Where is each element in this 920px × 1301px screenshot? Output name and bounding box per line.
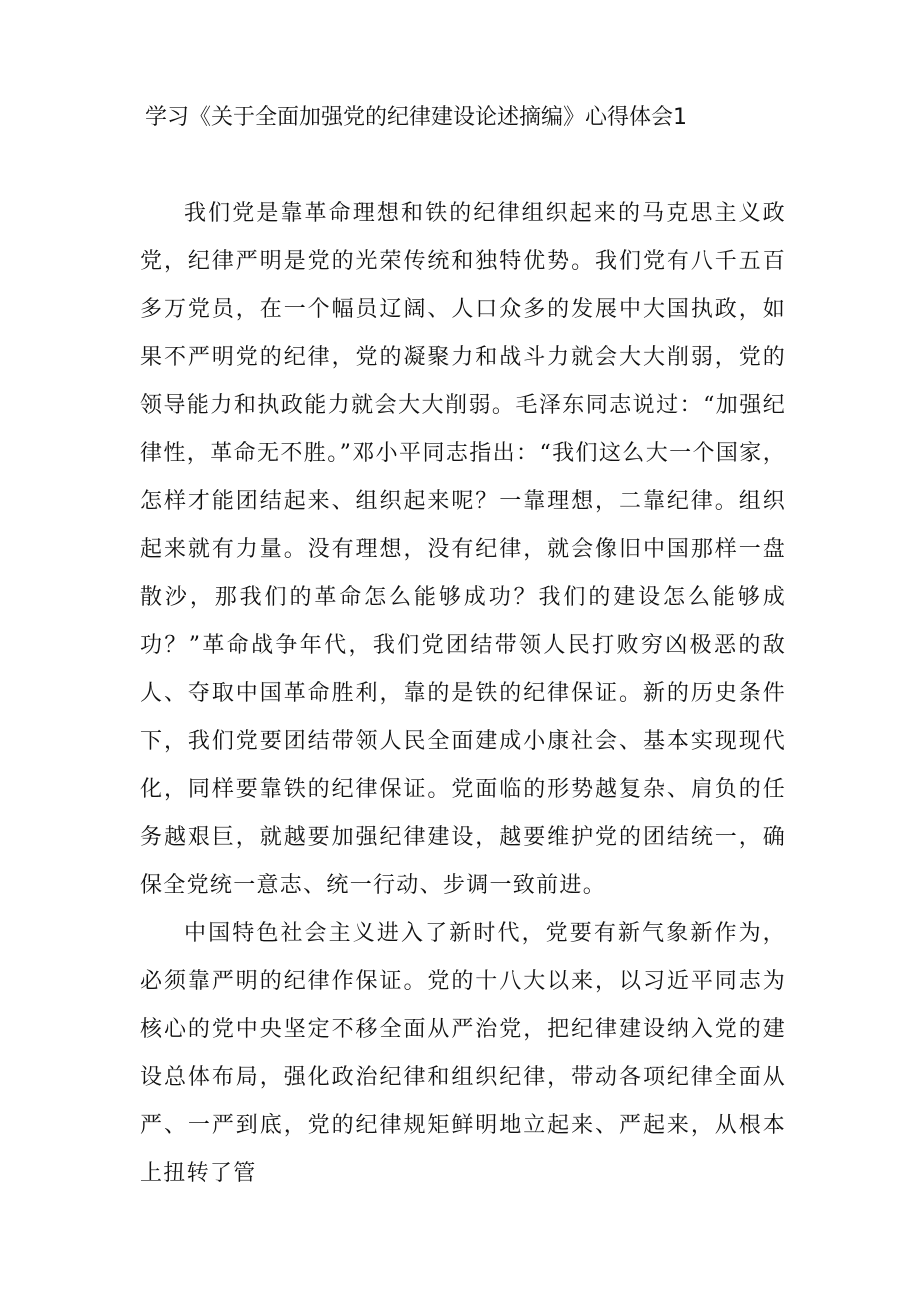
- document-body: [140, 190, 786, 1198]
- paragraph-2: 中国特色社会主义进入了新时代，党要有新气象新作为，必须靠严明的纪律作保证。党的十八大以来，以习近平同志为核心的党中央坚定不移全面从严治党，把纪律建设纳入党的建设总体布局，强化政治纪律和组织纪律，带动各项纪律全面从严、一严到底，党的纪律规矩鲜明地立起来、严起来，从根本上扭转了管: [140, 921, 786, 1186]
- document-title: 学习《关于全面加强党的纪律建设论述摘编》心得体会1: [145, 105, 687, 130]
- paragraph-1: 我们党是靠革命理想和铁的纪律组织起来的马克思主义政党，纪律严明是党的光荣传统和独特优势。我们党有八千五百多万党员，在一个幅员辽阔、人口众多的发展中大国执政，如果不严明党的纪律，党的凝聚力和战斗力就会大大削弱，党的领导能力和执政能力就会大大削弱。毛泽东同志说过：“加强纪律性，革命无不胜。”邓小平同志指出：“我们这么大一个国家，怎样才能团结起来、组织起来呢？一靠理想，二靠纪律。组织起来就有力量。没有理想，没有纪律，就会像旧中国那样一盘散沙，那我们的革命怎么能够成功？我们的建设怎么能够成功？”革命战争年代，我们党团结带领人民打败穷凶极恶的敌人、夺取中国革命胜利，靠的是铁的纪律保证。新的历史条件下，我们党要团结带领人民全面建成小康社会、基本实现现代化，同样要靠铁的纪律保证。党面临的形势越复杂、肩负的任务越艰巨，就越要加强纪律建设，越要维护党的团结统一，确保全党统一意志、统一行动、步调一致前进。: [140, 201, 786, 898]
